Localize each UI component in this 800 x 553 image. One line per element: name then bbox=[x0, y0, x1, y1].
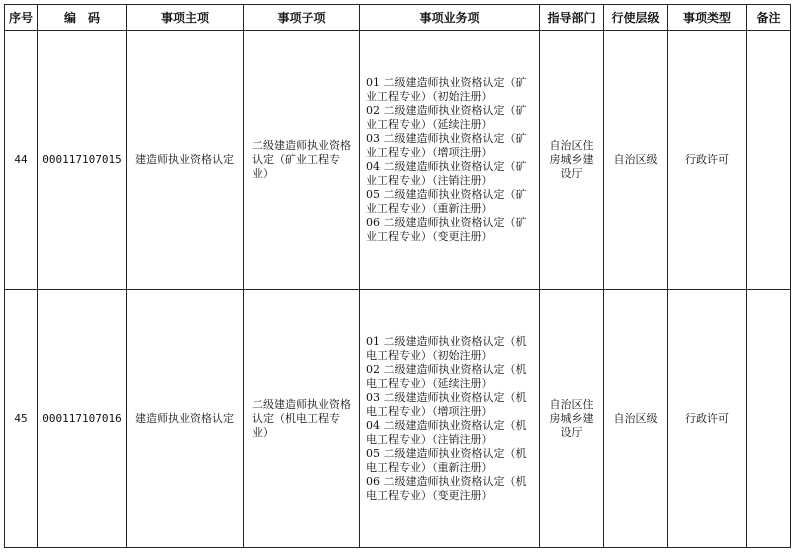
row-business-items: 01 二级建造师执业资格认定（机电工程专业）（初始注册） 02 二级建造师执业资格认定（机电工程专业）（延续注册） 03 二级建造师执业资格认定（机电工程专业）（增项注册） 04 二级建造师执业资格认定（机电工程专业）（注销注册） 05 二级建造师执业资格认定（机电工程专业）（重新注册） 06 二级建造师执业资格认定（机电工程专业）（变更注册） bbox=[360, 290, 540, 548]
header-business-item: 事项业务项 bbox=[360, 5, 540, 31]
row-main-item: 建造师执业资格认定 bbox=[127, 31, 244, 290]
row-level: 自治区级 bbox=[604, 31, 668, 290]
header-sub-item: 事项子项 bbox=[244, 5, 360, 31]
row-type: 行政许可 bbox=[668, 290, 747, 548]
header-department: 指导部门 bbox=[540, 5, 604, 31]
row-no: 44 bbox=[5, 31, 38, 290]
header-level: 行使层级 bbox=[604, 5, 668, 31]
row-remark bbox=[747, 31, 791, 290]
header-main-item: 事项主项 bbox=[127, 5, 244, 31]
row-no: 45 bbox=[5, 290, 38, 548]
row-type: 行政许可 bbox=[668, 31, 747, 290]
items-table bbox=[4, 4, 791, 548]
row-remark bbox=[747, 290, 791, 548]
row-level: 自治区级 bbox=[604, 290, 668, 548]
row-code: 000117107016 bbox=[38, 290, 127, 548]
row-department: 自治区住房城乡建设厅 bbox=[540, 290, 604, 548]
row-business-items: 01 二级建造师执业资格认定（矿业工程专业）（初始注册） 02 二级建造师执业资格认定（矿业工程专业）（延续注册） 03 二级建造师执业资格认定（矿业工程专业）（增项注册） 04 二级建造师执业资格认定（矿业工程专业）（注销注册） 05 二级建造师执业资格认定（矿业工程专业）（重新注册） 06 二级建造师执业资格认定（矿业工程专业）（变更注册） bbox=[360, 31, 540, 290]
header-remark: 备注 bbox=[747, 5, 791, 31]
table-row bbox=[5, 31, 791, 290]
table-row bbox=[5, 290, 791, 548]
header-code: 编 码 bbox=[38, 5, 127, 31]
header-type: 事项类型 bbox=[668, 5, 747, 31]
row-main-item: 建造师执业资格认定 bbox=[127, 290, 244, 548]
row-department: 自治区住房城乡建设厅 bbox=[540, 31, 604, 290]
header-row bbox=[5, 5, 791, 31]
header-no: 序号 bbox=[5, 5, 38, 31]
row-code: 000117107015 bbox=[38, 31, 127, 290]
row-sub-item: 二级建造师执业资格认定（机电工程专业） bbox=[244, 290, 360, 548]
row-sub-item: 二级建造师执业资格认定（矿业工程专业） bbox=[244, 31, 360, 290]
